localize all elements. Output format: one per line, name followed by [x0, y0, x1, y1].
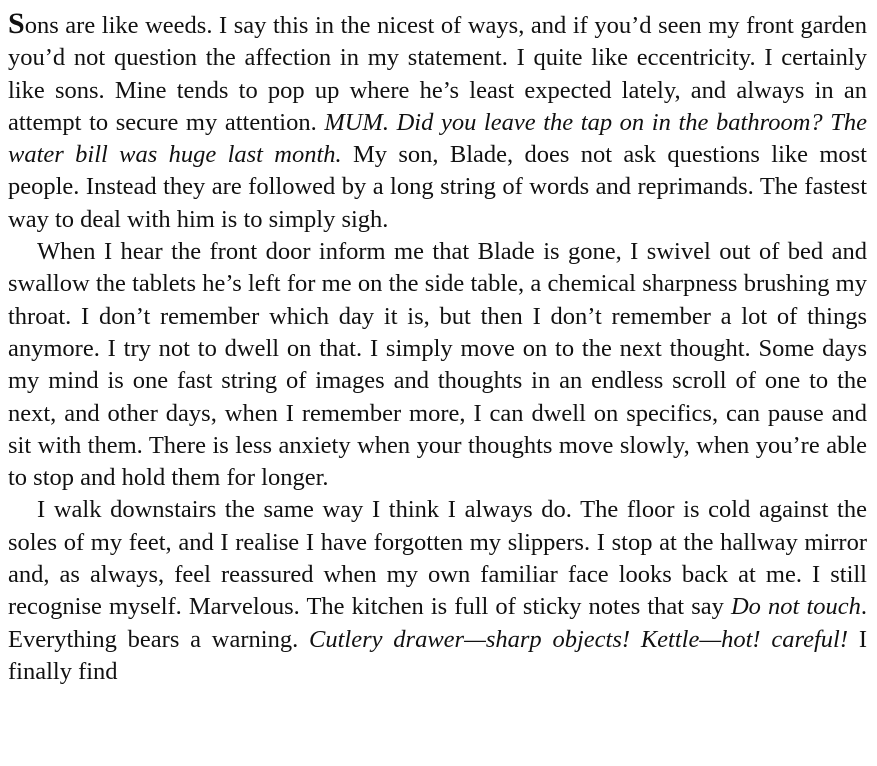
text-run: . Everything bears a warning.: [8, 593, 867, 653]
text-run: ons are like weeds. I say this in the nicest of ways, and if you’d seen my front garden you’d not question the affection in my statement. I quite like eccentricity. I certainly like sons. Mine tends to pop up where he’s least expected lately, and always in an attempt to secure my attention.: [8, 12, 867, 136]
italic-run: MUM. Did you leave the tap on in the bathroom? The water bill was huge last month.: [8, 108, 867, 169]
paragraph-2: [8, 236, 867, 494]
text-run: My son, Blade, does not ask questions like most people. Instead they are followed by a long string of words and reprimands. The fastest way to deal with him is to simply sigh.: [8, 141, 867, 233]
italic-run: Do not touch: [730, 593, 861, 621]
text-run: I finally find: [8, 625, 867, 685]
paragraph-1: [8, 8, 867, 236]
drop-cap: S: [8, 7, 25, 40]
text-run: I walk downstairs the same way I think I always do. The floor is cold against the soles of my feet, and I realise I have forgotten my slippers. I stop at the hallway mirror and, as always, feel reassured when my own familiar face looks back at me. I still recognise myself. Marvelous. The kitchen is full of sticky notes that say: [8, 496, 867, 621]
italic-run: Cutlery drawer—sharp objects! Kettle—hot! careful!: [309, 625, 849, 653]
paragraph-3: [8, 494, 867, 688]
text-run: When I hear the front door inform me that Blade is gone, I swivel out of bed and swallow the tablets he’s left for me on the side table, a chemical sharpness brushing my throat. I don’t remember which day it is, but then I don’t remember a lot of things anymore. I try not to dwell on that. I simply move on to the next thought. Some days my mind is one fast string of images and thoughts in an endless scroll of one to the next, and other days, when I remember more, I can dwell on specifics, can pause and sit with them. There is less anxiety when your thoughts move slowly, when you’re able to stop and hold them for longer.: [8, 238, 867, 492]
